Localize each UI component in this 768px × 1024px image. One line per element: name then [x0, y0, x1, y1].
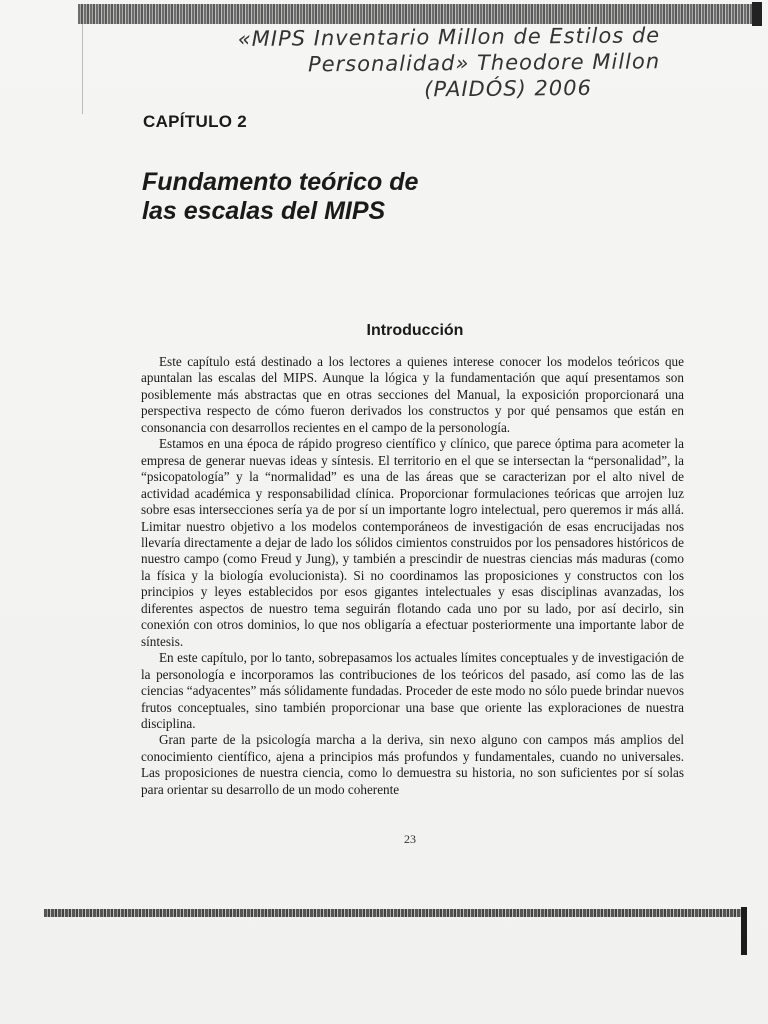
- chapter-title-line-2: las escalas del MIPS: [142, 197, 386, 225]
- chapter-title-line-1: Fundamento teórico de: [142, 168, 419, 196]
- section-heading: Introducción: [366, 322, 464, 339]
- body-text: [141, 354, 684, 798]
- scan-bottom-edge-mark: [741, 907, 747, 955]
- paragraph: Gran parte de la psicología marcha a la deriva, sin nexo alguno con campos más amplios del conocimiento científico, ajena a principios más profundos y fundamentales, cuando no universales. Las proposiciones de nuestra ciencia, como lo demuestra su historia, no son suficientes por sí solas para orientar su desarrollo de un modo coherente: [141, 732, 684, 797]
- handwritten-line-3: (PAIDÓS) 2006: [424, 75, 593, 102]
- handwritten-line-2: Personalidad» Theodore Millon: [307, 49, 661, 77]
- scan-top-border: [78, 4, 762, 24]
- paragraph: Estamos en una época de rápido progreso científico y clínico, que parece óptima para acometer la empresa de generar nuevas ideas y síntesis. El territorio en el que se intersectan la “personalidad”, la “psicopatología” y la “normalidad” es una de las áreas que se caracterizan por el alto nivel de actividad académica y responsabilidad clínica. Proporcionar formulaciones teóricas que arrojen luz sobre esas intersecciones sería ya de por sí un importante logro intelectual, pero queremos ir más allá. Limitar nuestro objetivo a los modelos contemporáneos de investigación de esas encrucijadas nos llevaría directamente a dejar de lado los sólidos cimientos construidos por los pensadores históricos de nuestro campo (como Freud y Jung), y también a prescindir de nuestras ciencias más maduras (como la física y la biología evolucionista). Si no coordinamos las proposiciones y constructos con los principios y leyes establecidos por esos gigantes intelectuales y esas disciplinas avanzadas, los diferentes aspectos de nuestro tema seguirán flotando cada uno por su lado, por así decirlo, sin conexión con otros dominios, lo que nos obligaría a efectuar posteriormente una importante labor de síntesis.: [141, 436, 684, 649]
- scan-top-edge-mark: [752, 2, 762, 26]
- chapter-label: CAPÍTULO 2: [143, 112, 248, 131]
- scan-bottom-border: [44, 909, 744, 917]
- chapter-title: [142, 168, 542, 226]
- handwritten-note: [230, 22, 701, 104]
- scan-left-rule: [82, 24, 83, 114]
- handwritten-line-1: «MIPS Inventario Millon de Estilos de: [237, 23, 661, 51]
- paragraph: En este capítulo, por lo tanto, sobrepasamos los actuales límites conceptuales y de investigación de la personología e incorporamos las contribuciones de los teóricos del pasado, así como las de las ciencias “adyacentes” más sólidamente fundadas. Proceder de este modo no sólo puede brindar nuevos frutos conceptuales, sino también proporcionar una base que oriente las exploraciones de nuestra disciplina.: [141, 650, 684, 731]
- page-number: 23: [404, 832, 416, 846]
- paragraph: Este capítulo está destinado a los lectores a quienes interese conocer los modelos teóricos que apuntalan las escalas del MIPS. Aunque la lógica y la fundamentación que aquí presentamos son posiblemente más abstractas que en otras secciones del Manual, la exposición proporcionará una perspectiva respecto de cómo fueron derivados los constructos y por qué pensamos que están en consonancia con desarrollos recientes en el campo de la personología.: [141, 354, 684, 435]
